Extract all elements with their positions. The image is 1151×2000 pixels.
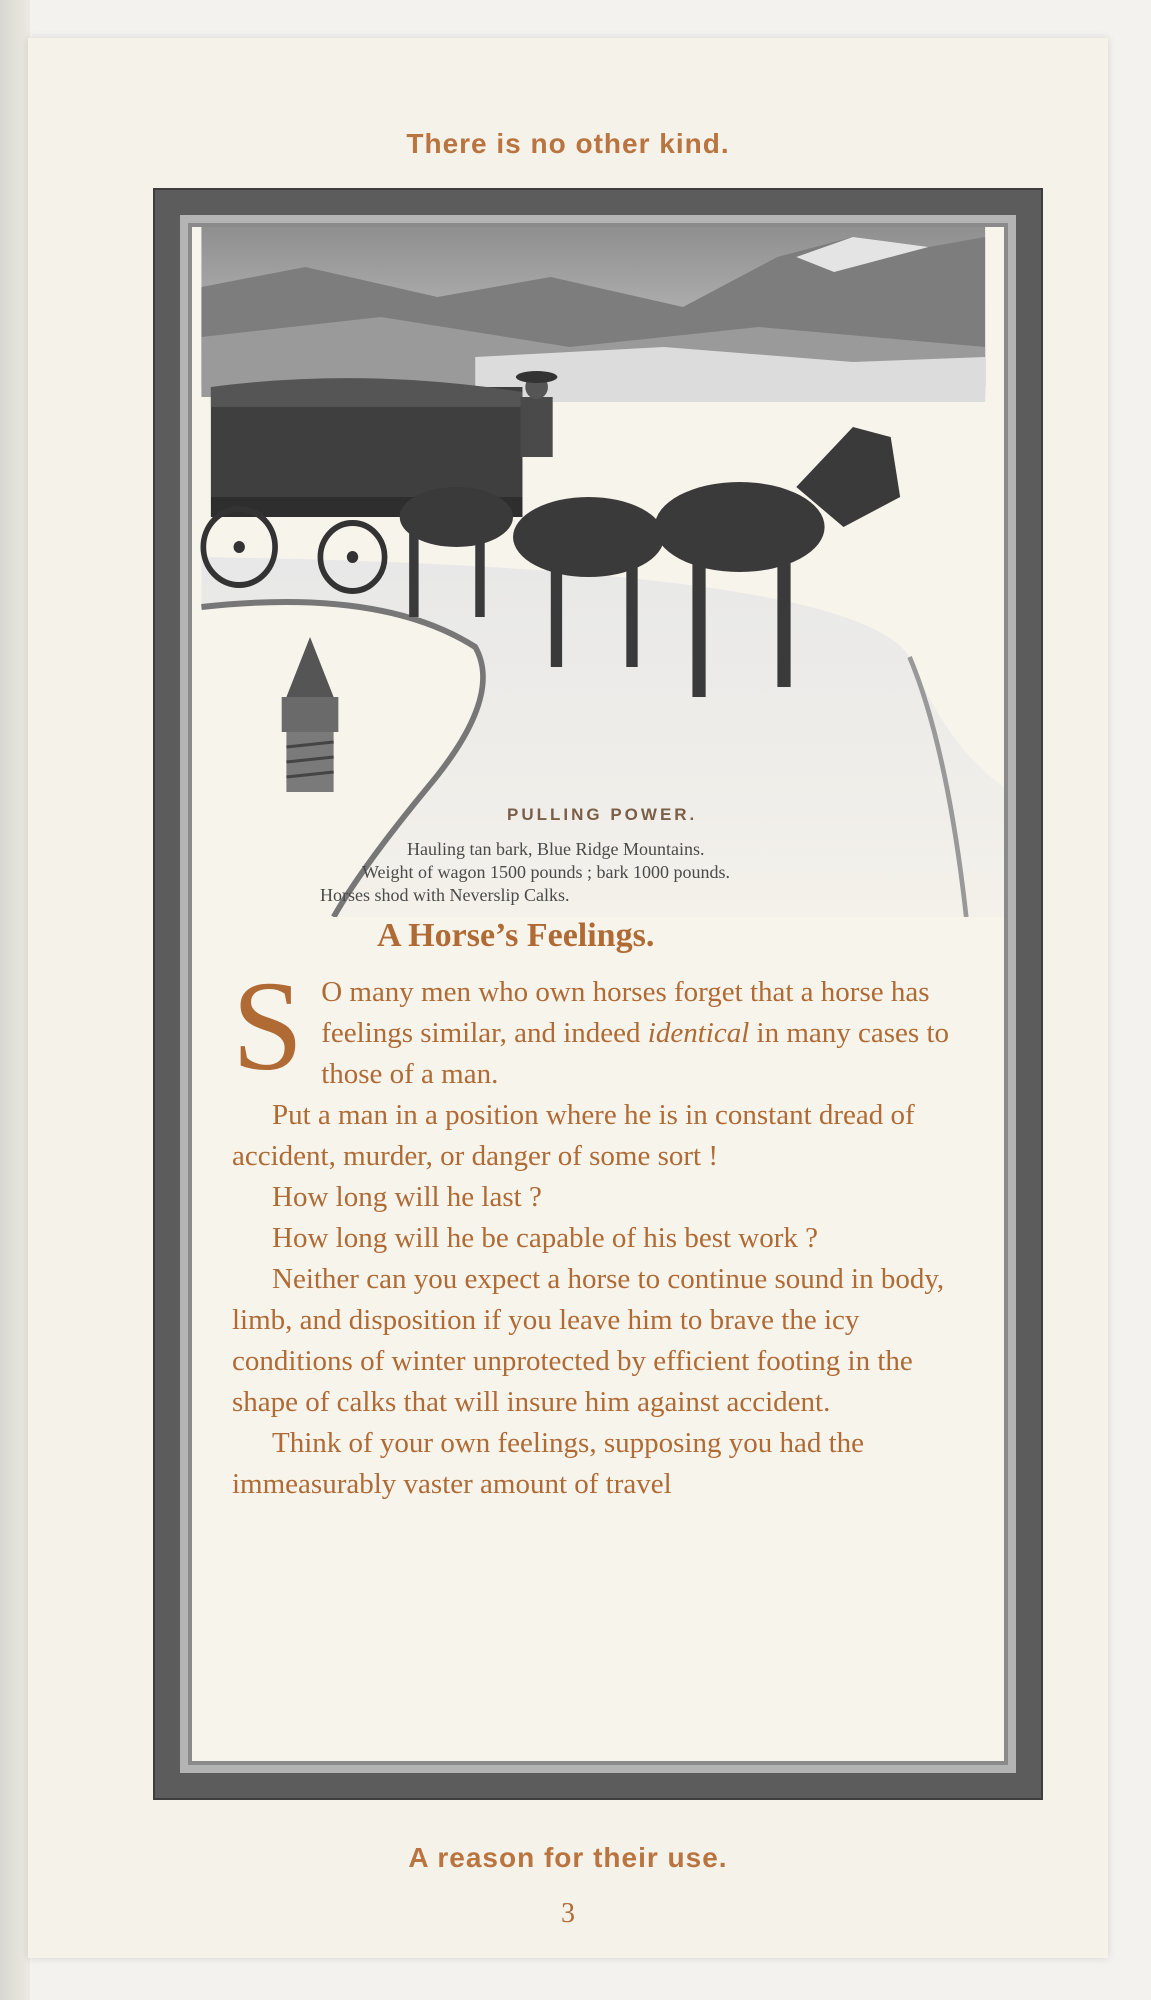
- calk-icon: [282, 637, 339, 792]
- binding-edge: [0, 0, 30, 2000]
- article-body: [232, 955, 952, 1505]
- paragraph-6: Think of your own feelings, supposing you had the immeasurably vaster amount of travel: [232, 1427, 865, 1500]
- drop-cap: S: [232, 955, 304, 1097]
- paragraph-4: How long will he be capable of his best work ?: [272, 1222, 819, 1254]
- paragraph-1: S O many men who own horses forget that a horse has feelings similar, and indeed identical in many cases to those of a man.: [232, 955, 950, 1097]
- article-title: A Horse’s Feelings.: [377, 917, 655, 954]
- decorative-frame: [153, 188, 1043, 1800]
- paragraph-2: Put a man in a position where he is in constant dread of accident, murder, or danger of some sort !: [232, 1099, 915, 1172]
- page-number: 3: [561, 1898, 575, 1929]
- paragraph-5: Neither can you expect a horse to continue sound in body, limb, and disposition if you leave him to brave the icy conditions of winter unprotected by efficient footing in the shape of calks that will insure him against accident.: [232, 1263, 945, 1418]
- caption-line-1: Hauling tan bark, Blue Ridge Mountains.: [407, 839, 705, 859]
- caption-line-2: Weight of wagon 1500 pounds ; bark 1000 pounds.: [362, 862, 731, 882]
- brochure-page: [28, 38, 1108, 1958]
- caption-line-3: Horses shod with Neverslip Calks.: [320, 885, 570, 905]
- running-footer: A reason for their use.: [408, 1842, 728, 1873]
- paragraph-3: How long will he last ?: [272, 1181, 542, 1213]
- content-panel: [192, 227, 1004, 1761]
- running-header: There is no other kind.: [406, 128, 730, 159]
- illustration-caption-title: PULLING POWER.: [507, 805, 698, 824]
